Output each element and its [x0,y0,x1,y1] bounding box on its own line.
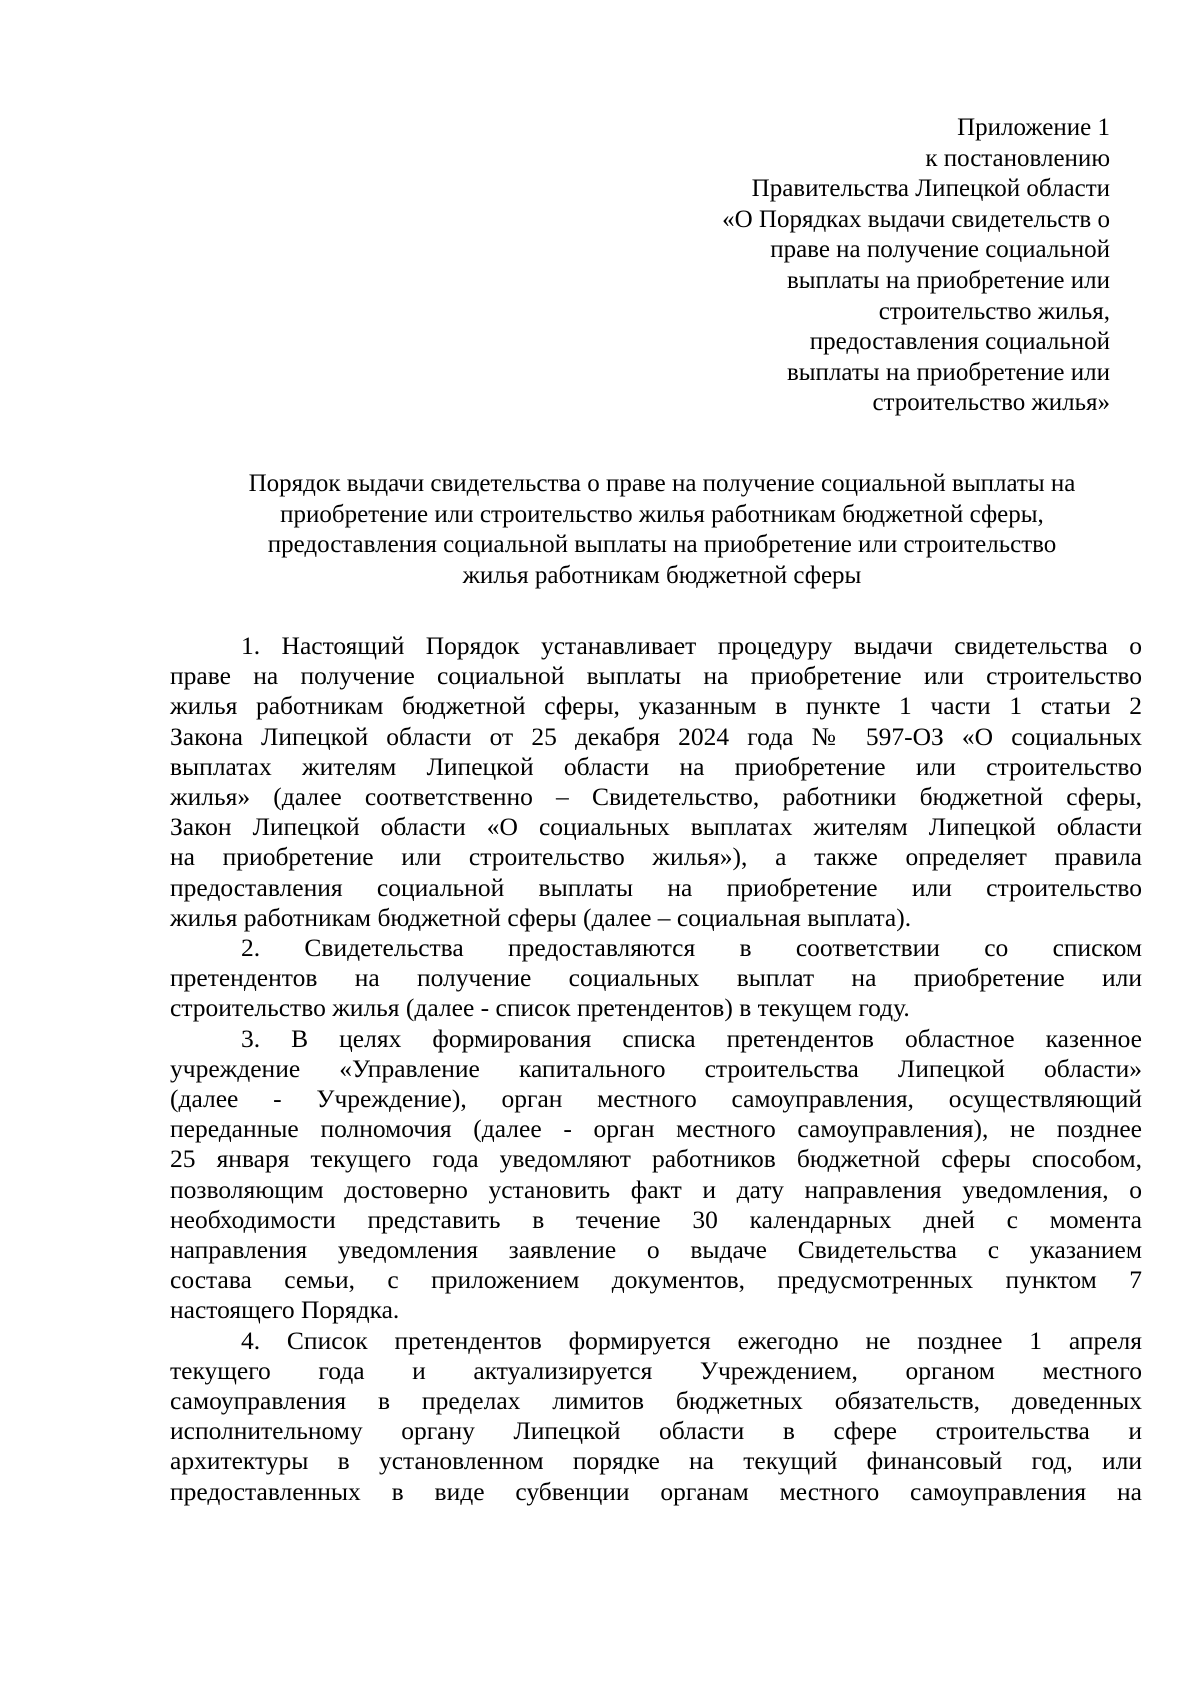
paragraph-line: переданные полномочия (далее - орган местного самоуправления), не позднее [170,1114,1142,1144]
title-line: Порядок выдачи свидетельства о праве на получение социальной выплаты на [248,470,1076,497]
paragraph-3 [170,1024,1142,1326]
document-body [170,631,1142,1507]
appendix-line: «О Порядках выдачи свидетельств о [722,205,1110,233]
appendix-line: строительство жилья, [878,297,1110,325]
paragraph-1 [170,631,1142,933]
paragraph-line: предоставленных в виде субвенции органам местного самоуправления на [170,1476,1142,1506]
paragraph-line: жилья работникам бюджетной сферы, указанным в пункте 1 части 1 статьи 2 [170,691,1142,721]
paragraph-line: настоящего Порядка. [170,1295,400,1325]
paragraph-4 [170,1326,1142,1507]
paragraph-2 [170,933,1142,1024]
paragraph-line: текущего года и актуализируется Учреждением, органом местного [170,1355,1142,1385]
paragraph-line: строительство жилья (далее - список претендентов) в текущем году. [170,993,910,1023]
paragraph-line: предоставления социальной выплаты на приобретение или строительство [170,872,1142,902]
title-line: предоставления социальной выплаты на приобретение или строительство [267,531,1057,559]
appendix-line: выплаты на приобретение или [786,266,1110,294]
paragraph-line: архитектуры в установленном порядке на текущий финансовый год, или [170,1446,1142,1476]
paragraph-line: на приобретение или строительство жилья»), а также определяет правила [170,842,1142,872]
appendix-line: к постановлению [925,144,1110,172]
appendix-header [590,113,1110,419]
appendix-line: Правительства Липецкой области [751,175,1110,203]
paragraph-line: 25 января текущего года уведомляют работников бюджетной сферы способом, [170,1144,1142,1174]
appendix-line: выплаты на приобретение или [786,358,1110,386]
document-title [170,469,1154,591]
paragraph-line: 3. В целях формирования списка претендентов областное казенное [241,1023,1142,1053]
appendix-line: праве на получение социальной [770,236,1110,264]
paragraph-line: состава семьи, с приложением документов, предусмотренных пунктом 7 [170,1265,1142,1295]
appendix-line: строительство жилья» [872,389,1110,417]
title-line: приобретение или строительство жилья работникам бюджетной сферы, [280,500,1044,528]
paragraph-line: претендентов на получение социальных выплат на приобретение или [170,963,1142,993]
paragraph-line: учреждение «Управление капитального строительства Липецкой области» [170,1053,1142,1083]
paragraph-line: направления уведомления заявление о выдаче Свидетельства с указанием [170,1235,1142,1265]
appendix-line: предоставления социальной [809,328,1110,356]
paragraph-line: позволяющим достоверно установить факт и дату направления уведомления, о [170,1174,1142,1204]
paragraph-line: выплатах жителям Липецкой области на приобретение или строительство [170,751,1142,781]
paragraph-line: исполнительному органу Липецкой области в сфере строительства и [170,1416,1142,1446]
paragraph-line: (далее - Учреждение), орган местного самоуправления, осуществляющий [170,1084,1142,1114]
paragraph-line: жилья работникам бюджетной сферы (далее – социальная выплата). [170,902,912,932]
paragraph-line: 4. Список претендентов формируется ежегодно не позднее 1 апреля [241,1325,1142,1355]
paragraph-line: необходимости представить в течение 30 календарных дней с момента [170,1204,1142,1234]
paragraph-line: праве на получение социальной выплаты на приобретение или строительство [170,661,1142,691]
paragraph-line: 2. Свидетельства предоставляются в соответствии со списком [241,933,1142,963]
paragraph-line: жилья» (далее соответственно – Свидетельство, работники бюджетной сферы, [170,782,1142,812]
paragraph-line: Закона Липецкой области от 25 декабря 2024 года № 597-ОЗ «О социальных [170,721,1142,751]
paragraph-line: Закон Липецкой области «О социальных выплатах жителям Липецкой области [170,812,1142,842]
title-line: жилья работникам бюджетной сферы [462,561,862,589]
paragraph-line: 1. Настоящий Порядок устанавливает процедуру выдачи свидетельства о [241,631,1142,660]
appendix-line: Приложение 1 [957,114,1110,141]
paragraph-line: самоуправления в пределах лимитов бюджетных обязательств, доведенных [170,1386,1142,1416]
